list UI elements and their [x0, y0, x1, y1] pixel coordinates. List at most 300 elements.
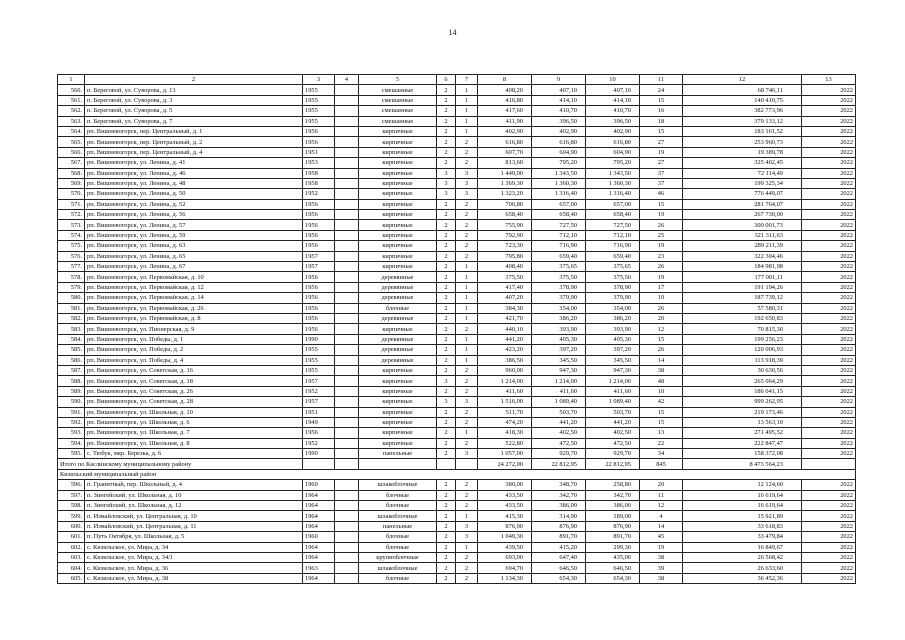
col4-cell [335, 220, 359, 230]
living-area-cell: 405,30 [532, 334, 586, 344]
floors-cell: 2 [437, 262, 456, 272]
address-cell: п. Гранитный, пер. Школьный, д. 4 [85, 480, 303, 490]
table-row [58, 168, 856, 178]
row-number-cell: 571. [58, 199, 85, 209]
living-area-cell: 345,50 [532, 355, 586, 365]
entrances-cell: 1 [456, 126, 478, 136]
total-area-cell: 1 049,30 [478, 532, 532, 542]
plan-year-cell: 2022 [802, 428, 856, 438]
address-cell: рп. Вишневогорск, ул. Школьная, д. 8 [85, 438, 303, 448]
total-area-cell: 423,20 [478, 345, 532, 355]
entrances-cell: 2 [456, 324, 478, 334]
apartments-area-cell: 1 360,30 [586, 178, 640, 188]
build-year-cell: 1956 [303, 210, 335, 220]
floors-cell: 2 [437, 438, 456, 448]
build-year-cell: 1955 [303, 85, 335, 95]
residents-cell: 19 [640, 241, 683, 251]
row-number-cell: 600. [58, 521, 85, 531]
address-cell: рп. Вишневогорск, ул. Ленина, д. 57 [85, 220, 303, 230]
build-year-cell: 1956 [303, 293, 335, 303]
floors-cell: 2 [437, 521, 456, 531]
apartments-area-cell: 659,40 [586, 251, 640, 261]
wall-material-cell: панельные [359, 449, 437, 459]
wall-material-cell: блочные [359, 573, 437, 583]
entrances-cell: 2 [456, 480, 478, 490]
residents-cell: 22 [640, 438, 683, 448]
address-cell: рп. Вишневогорск, ул. Школьная, д. 10 [85, 407, 303, 417]
residents-cell: 20 [640, 480, 683, 490]
table-row [58, 376, 856, 386]
repair-cost-cell: 183 161,52 [683, 126, 802, 136]
total-area-cell: 417,60 [478, 106, 532, 116]
build-year-cell: 1956 [303, 272, 335, 282]
entrances-cell: 2 [456, 563, 478, 573]
plan-year-cell: 2022 [802, 334, 856, 344]
repair-cost-cell: 253 960,73 [683, 137, 802, 147]
repair-cost-cell: 186 041,15 [683, 386, 802, 396]
table-row [58, 501, 856, 511]
row-number-cell: 572. [58, 210, 85, 220]
table-row [58, 282, 856, 292]
total-area-cell: 1 057,00 [478, 449, 532, 459]
row-number-cell: 587. [58, 365, 85, 375]
address-cell: рп. Вишневогорск, ул. Советская, д. 28 [85, 397, 303, 407]
living-area-cell: 658,40 [532, 210, 586, 220]
residents-cell: 42 [640, 397, 683, 407]
living-area-cell: 396,50 [532, 116, 586, 126]
total-area-cell: 795,80 [478, 251, 532, 261]
living-area-cell: 1 089,40 [532, 397, 586, 407]
row-number-cell: 578. [58, 272, 85, 282]
address-cell: рп. Вишневогорск, ул. Советская, д. 26 [85, 386, 303, 396]
row-number-cell: 597. [58, 490, 85, 500]
address-cell: рп. Вишневогорск, ул. Советская, д. 16 [85, 365, 303, 375]
apartments-area-cell: 929,70 [586, 449, 640, 459]
repair-cost-cell: 382 773,96 [683, 106, 802, 116]
apartments-area-cell: 472,50 [586, 438, 640, 448]
address-cell: рп. Вишневогорск, ул. Ленина, д. 63 [85, 241, 303, 251]
repair-cost-cell: 30 630,56 [683, 365, 802, 375]
floors-cell: 2 [437, 365, 456, 375]
total-area-cell: 421,70 [478, 313, 532, 323]
column-number-cell: 3 [303, 75, 335, 85]
total-area-cell: 694,70 [478, 563, 532, 573]
entrances-cell: 1 [456, 106, 478, 116]
table-row [58, 345, 856, 355]
total-area-cell: 386,50 [478, 355, 532, 365]
repair-cost-cell: 19 389,78 [683, 147, 802, 157]
row-number-cell: 596. [58, 480, 85, 490]
plan-year-cell: 2022 [802, 189, 856, 199]
apartments-area-cell: 1 214,00 [586, 376, 640, 386]
table-row [58, 542, 856, 552]
col4-cell [335, 303, 359, 313]
build-year-cell: 1990 [303, 334, 335, 344]
column-number-cell: 8 [478, 75, 532, 85]
repair-cost-cell: 15 921,89 [683, 511, 802, 521]
table-row [58, 137, 856, 147]
living-area-cell: 378,90 [532, 282, 586, 292]
repair-cost-cell: 36 452,36 [683, 573, 802, 583]
build-year-cell: 1952 [303, 386, 335, 396]
residents-cell: 15 [640, 199, 683, 209]
repair-cost-cell: 191 194,26 [683, 282, 802, 292]
living-area-cell: 402,50 [532, 428, 586, 438]
apartments-area-sum: 22 812,95 [586, 459, 640, 469]
residents-cell: 19 [640, 147, 683, 157]
apartments-area-cell: 891,70 [586, 532, 640, 542]
entrances-cell: 1 [456, 293, 478, 303]
address-cell: рп. Вишневогорск, ул. Ленина, д. 48 [85, 178, 303, 188]
build-year-cell: 1956 [303, 313, 335, 323]
row-number-cell: 583. [58, 324, 85, 334]
address-cell: рп. Вишневогорск, ул. Победы, д. 2 [85, 345, 303, 355]
plan-year-cell: 2022 [802, 303, 856, 313]
apartments-area-cell: 354,00 [586, 303, 640, 313]
table-row [58, 95, 856, 105]
column-number-cell: 2 [85, 75, 303, 85]
entrances-cell: 1 [456, 262, 478, 272]
repair-cost-cell: 120 006,93 [683, 345, 802, 355]
table-body [58, 75, 856, 584]
build-year-cell: 1956 [303, 220, 335, 230]
apartments-area-cell: 654,30 [586, 573, 640, 583]
living-area-cell: 472,50 [532, 438, 586, 448]
entrances-cell: 2 [456, 230, 478, 240]
row-number-cell: 598. [58, 501, 85, 511]
plan-year-cell: 2022 [802, 251, 856, 261]
address-cell: рп. Вишневогорск, пер. Центральный, д. 4 [85, 147, 303, 157]
address-cell: рп. Вишневогорск, ул. Ленина, д. 41 [85, 158, 303, 168]
row-number-cell: 586. [58, 355, 85, 365]
col4-cell [335, 85, 359, 95]
residents-cell: 38 [640, 365, 683, 375]
total-area-cell: 522,80 [478, 438, 532, 448]
repair-cost-cell: 26 633,60 [683, 563, 802, 573]
living-area-cell: 386,20 [532, 313, 586, 323]
residents-cell: 38 [640, 573, 683, 583]
address-cell: рп. Вишневогорск, ул. Школьная, д. 7 [85, 428, 303, 438]
address-cell: рп. Вишневогорск, ул. Пионерская, д. 9 [85, 324, 303, 334]
build-year-cell: 1955 [303, 116, 335, 126]
apartments-area-cell: 299,30 [586, 542, 640, 552]
plan-year-cell: 2022 [802, 282, 856, 292]
address-cell: рп. Вишневогорск, ул. Первомайская, д. 12 [85, 282, 303, 292]
wall-material-cell: кирпичные [359, 397, 437, 407]
floors-cell: 2 [437, 106, 456, 116]
floors-cell: 2 [437, 293, 456, 303]
repair-cost-cell: 776 449,07 [683, 189, 802, 199]
plan-year-cell: 2022 [802, 210, 856, 220]
apartments-area-cell: 396,50 [586, 116, 640, 126]
total-area-cell: 474,20 [478, 417, 532, 427]
address-cell: рп. Вишневогорск, ул. Ленина, д. 67 [85, 262, 303, 272]
col4-cell [335, 251, 359, 261]
apartments-area-cell: 1 316,40 [586, 189, 640, 199]
entrances-cell: 1 [456, 313, 478, 323]
build-year-cell: 1955 [303, 345, 335, 355]
residents-cell: 24 [640, 85, 683, 95]
total-area-cell: 658,40 [478, 210, 532, 220]
repair-cost-sum: 8 473 564,23 [683, 459, 802, 469]
residents-cell: 15 [640, 417, 683, 427]
plan-year-cell: 2022 [802, 511, 856, 521]
wall-material-cell: кирпичные [359, 386, 437, 396]
residents-cell: 37 [640, 168, 683, 178]
table-row [58, 262, 856, 272]
address-cell: п. Береговой, ул. Суворова, д. 7 [85, 116, 303, 126]
plan-year-cell: 2022 [802, 552, 856, 562]
address-cell: рп. Вишневогорск, ул. Первомайская, д. 26 [85, 303, 303, 313]
total-area-cell: 408,20 [478, 85, 532, 95]
table-row [58, 355, 856, 365]
residents-cell: 4 [640, 511, 683, 521]
repair-cost-cell: 325 402,45 [683, 158, 802, 168]
col4-cell [335, 178, 359, 188]
table-row [58, 407, 856, 417]
address-cell: рп. Вишневогорск, ул. Первомайская, д. 10 [85, 272, 303, 282]
living-area-sum: 22 812,95 [532, 459, 586, 469]
apartments-area-cell: 795,20 [586, 158, 640, 168]
empty-cell [359, 459, 437, 469]
total-area-cell: 1 134,30 [478, 573, 532, 583]
housing-register-table [57, 74, 856, 584]
build-year-cell: 1957 [303, 262, 335, 272]
col4-cell [335, 106, 359, 116]
wall-material-cell: кирпичные [359, 438, 437, 448]
address-cell: рп. Вишневогорск, ул. Ленина, д. 59 [85, 230, 303, 240]
column-number-cell: 5 [359, 75, 437, 85]
repair-cost-cell: 177 001,11 [683, 272, 802, 282]
floors-cell: 2 [437, 220, 456, 230]
wall-material-cell: кирпичные [359, 158, 437, 168]
plan-year-cell: 2022 [802, 293, 856, 303]
col4-cell [335, 189, 359, 199]
plan-year-cell: 2022 [802, 397, 856, 407]
floors-cell: 2 [437, 230, 456, 240]
table-row [58, 428, 856, 438]
table-row [58, 303, 856, 313]
table-row [58, 147, 856, 157]
floors-cell: 3 [437, 397, 456, 407]
address-cell: рп. Вишневогорск, ул. Ленина, д. 52 [85, 199, 303, 209]
row-number-cell: 588. [58, 376, 85, 386]
apartments-area-cell: 345,50 [586, 355, 640, 365]
floors-cell: 2 [437, 147, 456, 157]
living-area-cell: 1 214,00 [532, 376, 586, 386]
plan-year-cell: 2022 [802, 95, 856, 105]
living-area-cell: 616,80 [532, 137, 586, 147]
row-number-cell: 570. [58, 189, 85, 199]
residents-cell: 16 [640, 106, 683, 116]
apartments-area-cell: 604,90 [586, 147, 640, 157]
residents-cell: 34 [640, 449, 683, 459]
entrances-cell: 3 [456, 397, 478, 407]
plan-year-cell: 2022 [802, 521, 856, 531]
repair-cost-cell: 68 746,11 [683, 85, 802, 95]
floors-cell: 2 [437, 355, 456, 365]
floors-cell: 3 [437, 178, 456, 188]
residents-cell: 10 [640, 386, 683, 396]
total-area-cell: 876,90 [478, 521, 532, 531]
apartments-area-cell: 657,00 [586, 199, 640, 209]
residents-cell: 45 [640, 532, 683, 542]
table-row [58, 85, 856, 95]
apartments-area-cell: 712,10 [586, 230, 640, 240]
repair-cost-cell: 289 211,39 [683, 241, 802, 251]
build-year-cell: 1964 [303, 511, 335, 521]
address-cell: рп. Вишневогорск, ул. Советская, д. 18 [85, 376, 303, 386]
entrances-cell: 1 [456, 334, 478, 344]
total-label: Итого по Каслинскому муниципальному району [58, 459, 303, 469]
plan-year-cell: 2022 [802, 199, 856, 209]
plan-year-cell: 2022 [802, 241, 856, 251]
build-year-cell: 1957 [303, 376, 335, 386]
entrances-cell: 1 [456, 345, 478, 355]
living-area-cell: 375,65 [532, 262, 586, 272]
wall-material-cell: кирпичные [359, 417, 437, 427]
wall-material-cell: кирпичные [359, 137, 437, 147]
address-cell: рп. Вишневогорск, ул. Ленина, д. 56 [85, 210, 303, 220]
build-year-cell: 1956 [303, 282, 335, 292]
plan-year-cell: 2022 [802, 168, 856, 178]
wall-material-cell: деревянные [359, 293, 437, 303]
table-row [58, 386, 856, 396]
living-area-cell: 411,60 [532, 386, 586, 396]
repair-cost-cell: 72 114,49 [683, 168, 802, 178]
table-row [58, 490, 856, 500]
plan-year-cell: 2022 [802, 106, 856, 116]
address-cell: п. Береговой, ул. Суворова, д. 5 [85, 106, 303, 116]
wall-material-cell: кирпичные [359, 168, 437, 178]
build-year-cell: 1955 [303, 365, 335, 375]
address-cell: рп. Вишневогорск, ул. Ленина, д. 50 [85, 189, 303, 199]
wall-material-cell: кирпичные [359, 126, 437, 136]
residents-cell: 46 [640, 189, 683, 199]
living-area-cell: 375,50 [532, 272, 586, 282]
col4-cell [335, 355, 359, 365]
total-area-cell: 511,70 [478, 407, 532, 417]
entrances-cell: 3 [456, 189, 478, 199]
table-row [58, 106, 856, 116]
apartments-area-cell: 876,90 [586, 521, 640, 531]
entrances-cell: 2 [456, 501, 478, 511]
plan-year-cell: 2022 [802, 126, 856, 136]
entrances-cell: 2 [456, 365, 478, 375]
address-cell: с. Тюбук, мкр. Березка, д. 6 [85, 449, 303, 459]
repair-cost-cell: 199 325,34 [683, 178, 802, 188]
wall-material-cell: деревянные [359, 313, 437, 323]
entrances-cell: 1 [456, 85, 478, 95]
col4-cell [335, 449, 359, 459]
apartments-area-cell: 393,90 [586, 324, 640, 334]
build-year-cell: 1957 [303, 251, 335, 261]
floors-cell: 2 [437, 407, 456, 417]
build-year-cell: 1964 [303, 542, 335, 552]
total-area-cell: 415,30 [478, 511, 532, 521]
total-area-cell: 418,30 [478, 428, 532, 438]
address-cell: рп. Вишневогорск, ул. Ленина, д. 46 [85, 168, 303, 178]
floors-cell: 2 [437, 563, 456, 573]
row-number-cell: 605. [58, 573, 85, 583]
plan-year-cell: 2022 [802, 137, 856, 147]
wall-material-cell: блочные [359, 542, 437, 552]
plan-year-cell: 2022 [802, 480, 856, 490]
residents-cell: 10 [640, 293, 683, 303]
address-cell: п. Зингейский, ул. Школьная, д. 10 [85, 490, 303, 500]
col4-cell [335, 501, 359, 511]
table-row [58, 417, 856, 427]
wall-material-cell: кирпичные [359, 199, 437, 209]
row-number-cell: 595. [58, 449, 85, 459]
apartments-area-cell: 646,50 [586, 563, 640, 573]
total-area-cell: 960,00 [478, 365, 532, 375]
residents-cell: 15 [640, 407, 683, 417]
wall-material-cell: смешанные [359, 116, 437, 126]
column-number-cell: 1 [58, 75, 85, 85]
col4-cell [335, 438, 359, 448]
total-area-cell: 1 323,20 [478, 189, 532, 199]
apartments-area-cell: 189,00 [586, 511, 640, 521]
repair-cost-cell: 219 173,46 [683, 407, 802, 417]
residents-cell: 19 [640, 542, 683, 552]
floors-cell: 2 [437, 303, 456, 313]
col4-cell [335, 313, 359, 323]
total-area-cell: 439,50 [478, 542, 532, 552]
apartments-area-cell: 386,20 [586, 313, 640, 323]
empty-cell [335, 459, 359, 469]
floors-cell: 2 [437, 158, 456, 168]
living-area-cell: 441,20 [532, 417, 586, 427]
row-number-cell: 569. [58, 178, 85, 188]
plan-year-cell: 2022 [802, 386, 856, 396]
repair-cost-cell: 26 568,42 [683, 552, 802, 562]
apartments-area-cell: 410,70 [586, 106, 640, 116]
build-year-cell: 1955 [303, 95, 335, 105]
wall-material-cell: кирпичные [359, 147, 437, 157]
total-area-cell: 792,90 [478, 230, 532, 240]
column-number-cell: 4 [335, 75, 359, 85]
row-number-cell: 604. [58, 563, 85, 573]
col4-cell [335, 241, 359, 251]
entrances-cell: 1 [456, 282, 478, 292]
residents-cell: 48 [640, 376, 683, 386]
repair-cost-cell: 379 133,12 [683, 116, 802, 126]
entrances-cell: 1 [456, 116, 478, 126]
row-number-cell: 590. [58, 397, 85, 407]
repair-cost-cell: 13 563,10 [683, 417, 802, 427]
wall-material-cell: кирпичные [359, 262, 437, 272]
row-number-cell: 599. [58, 511, 85, 521]
residents-cell: 14 [640, 521, 683, 531]
table-row [58, 241, 856, 251]
wall-material-cell: кирпичные [359, 251, 437, 261]
table-row [58, 313, 856, 323]
apartments-area-cell: 397,20 [586, 345, 640, 355]
repair-cost-cell: 33 479,84 [683, 532, 802, 542]
floors-cell: 2 [437, 511, 456, 521]
repair-cost-cell: 267 730,00 [683, 210, 802, 220]
row-number-cell: 576. [58, 251, 85, 261]
wall-material-cell: деревянные [359, 272, 437, 282]
column-number-cell: 7 [456, 75, 478, 85]
apartments-area-cell: 342,70 [586, 490, 640, 500]
address-cell: рп. Вишневогорск, ул. Школьная, д. 6 [85, 417, 303, 427]
entrances-cell: 2 [456, 158, 478, 168]
residents-cell: 19 [640, 272, 683, 282]
living-area-cell: 354,00 [532, 303, 586, 313]
residents-cell: 26 [640, 345, 683, 355]
